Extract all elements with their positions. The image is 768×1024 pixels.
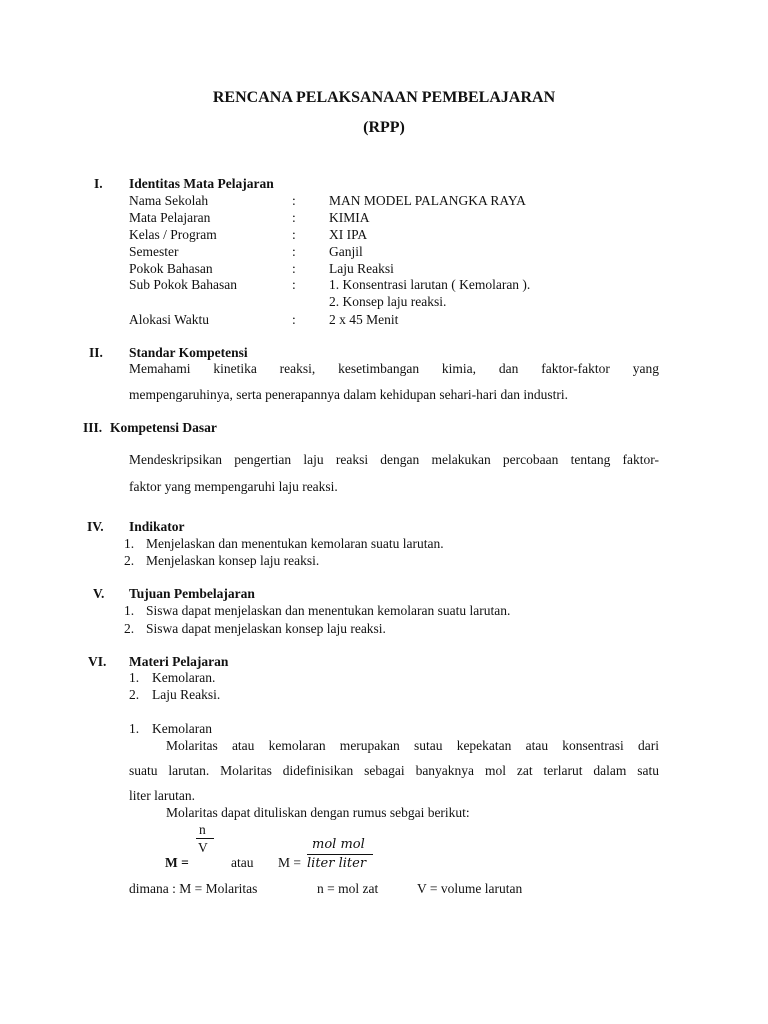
list-number: 1.: [129, 721, 140, 736]
kemolaran-paragraph-line-2: suatu larutan. Molaritas didefinisikan sebagai banyaknya mol zat terlarut dalam satu: [129, 763, 659, 778]
section-6-number: VI.: [88, 654, 107, 669]
section-5-number: V.: [93, 586, 105, 601]
kemolaran-paragraph-line-1: Molaritas atau kemolaran merupakan sutau kepekatan atau konsentrasi dari: [166, 738, 659, 753]
dimana-molaritas: dimana : M = Molaritas: [129, 881, 258, 896]
colon: :: [292, 261, 296, 276]
fraction-bar: [196, 838, 214, 839]
materi-item: Laju Reaksi.: [152, 687, 221, 702]
list-number: 2.: [124, 553, 135, 568]
list-number: 1.: [129, 670, 140, 685]
colon: :: [292, 312, 296, 327]
section-4-heading: Indikator: [129, 519, 185, 534]
fraction-denominator-liter: liter liter: [307, 856, 367, 871]
fraction-bar-2: [307, 854, 373, 855]
value-sub-pokok-bahasan-1: 1. Konsentrasi larutan ( Kemolaran ).: [329, 277, 531, 292]
value-mata-pelajaran: KIMIA: [329, 210, 370, 225]
section-2-heading: Standar Kompetensi: [129, 345, 248, 360]
value-sub-pokok-bahasan-2: 2. Konsep laju reaksi.: [329, 294, 447, 309]
colon: :: [292, 277, 296, 292]
rumus-intro: Molaritas dapat dituliskan dengan rumus sebgai berikut:: [166, 805, 470, 820]
value-kelas-program: XI IPA: [329, 227, 368, 242]
section-1-number: I.: [94, 176, 103, 191]
value-semester: Ganjil: [329, 244, 363, 259]
value-pokok-bahasan: Laju Reaksi: [329, 261, 394, 276]
standar-kompetensi-line-1: Memahami kinetika reaksi, kesetimbangan kimia, dan faktor-faktor yang: [129, 361, 659, 376]
definition-n: n = mol zat: [317, 881, 379, 896]
kemolaran-paragraph-line-3: liter larutan.: [129, 788, 195, 803]
kompetensi-dasar-line-1: Mendeskripsikan pengertian laju reaksi dengan melakukan percobaan tentang faktor-: [129, 452, 659, 467]
definition-v: V = volume larutan: [417, 881, 523, 896]
label-sub-pokok-bahasan: Sub Pokok Bahasan: [129, 277, 237, 292]
list-number: 1.: [124, 603, 135, 618]
fraction-denominator-v: V: [198, 840, 208, 855]
label-alokasi-waktu: Alokasi Waktu: [129, 312, 210, 327]
section-2-number: II.: [89, 345, 103, 360]
label-pokok-bahasan: Pokok Bahasan: [129, 261, 213, 276]
indikator-item: Menjelaskan dan menentukan kemolaran suatu larutan.: [146, 536, 444, 551]
colon: :: [292, 227, 296, 242]
section-4-number: IV.: [87, 519, 104, 534]
colon: :: [292, 210, 296, 225]
fraction-numerator-n: n: [199, 822, 206, 837]
section-5-heading: Tujuan Pembelajaran: [129, 586, 255, 601]
colon: :: [292, 244, 296, 259]
tujuan-item: Siswa dapat menjelaskan konsep laju reaksi.: [146, 621, 386, 636]
section-6-heading: Materi Pelajaran: [129, 654, 229, 669]
tujuan-item: Siswa dapat menjelaskan dan menentukan kemolaran suatu larutan.: [146, 603, 511, 618]
indikator-item: Menjelaskan konsep laju reaksi.: [146, 553, 320, 568]
value-alokasi-waktu: 2 x 45 Menit: [329, 312, 399, 327]
section-3-heading: Kompetensi Dasar: [110, 420, 217, 435]
colon: :: [292, 193, 296, 208]
materi-item: Kemolaran.: [152, 670, 216, 685]
section-1-heading: Identitas Mata Pelajaran: [129, 176, 274, 191]
section-3-number: III.: [83, 420, 103, 435]
list-number: 2.: [129, 687, 140, 702]
label-kelas-program: Kelas / Program: [129, 227, 217, 242]
subsection-title: Kemolaran: [152, 721, 212, 736]
formula-m-equals-2: M =: [278, 855, 301, 870]
label-mata-pelajaran: Mata Pelajaran: [129, 210, 211, 225]
list-number: 2.: [124, 621, 135, 636]
label-semester: Semester: [129, 244, 179, 259]
formula-atau: atau: [231, 855, 254, 870]
fraction-numerator-mol: mol mol: [312, 837, 365, 852]
formula-m-equals: M =: [165, 855, 189, 870]
label-nama-sekolah: Nama Sekolah: [129, 193, 209, 208]
list-number: 1.: [124, 536, 135, 551]
document-subtitle: (RPP): [363, 119, 405, 136]
document-title: RENCANA PELAKSANAAN PEMBELAJARAN: [212, 89, 556, 106]
value-nama-sekolah: MAN MODEL PALANGKA RAYA: [329, 193, 526, 208]
kompetensi-dasar-line-2: faktor yang mempengaruhi laju reaksi.: [129, 479, 338, 494]
standar-kompetensi-line-2: mempengaruhinya, serta penerapannya dalam kehidupan sehari-hari dan industri.: [129, 387, 568, 402]
